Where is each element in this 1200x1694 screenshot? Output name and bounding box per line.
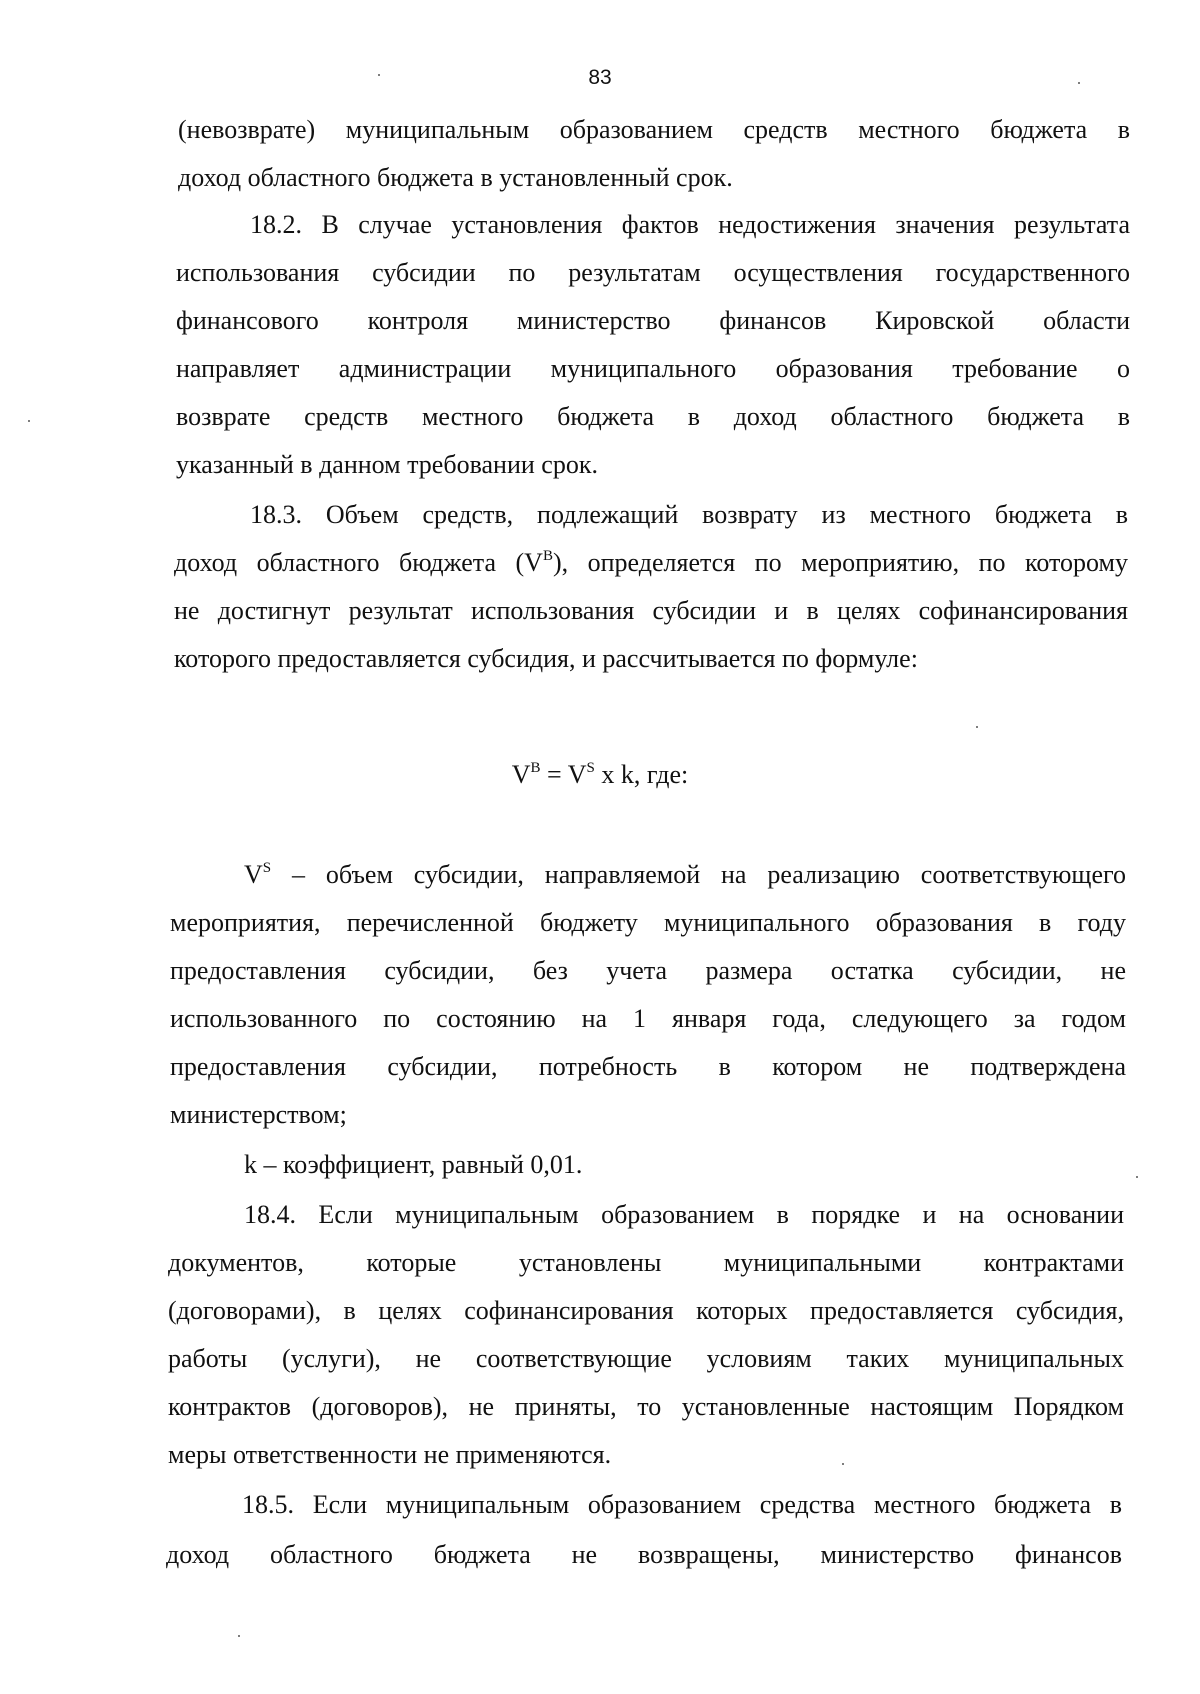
text-line: доход областного бюджета не возвращены, министерство финансов — [166, 1540, 1122, 1569]
text-line: предоставления субсидии, без учета размера остатка субсидии, не — [170, 956, 1126, 985]
text-line: использования субсидии по результатам осуществления государственного — [176, 258, 1130, 287]
text-line: доход областного бюджета в установленный срок. — [178, 163, 733, 192]
scan-speck — [1136, 1176, 1138, 1178]
text-line-with-formula — [174, 548, 1128, 578]
text-line: k – коэффициент, равный 0,01. — [244, 1150, 583, 1179]
text-line: 18.5. Если муниципальным образованием средства местного бюджета в — [242, 1490, 1122, 1519]
text-line: (невозврате) муниципальным образованием средств местного бюджета в — [178, 115, 1130, 144]
text-line: которого предоставляется субсидия, и рассчитывается по формуле: — [174, 644, 918, 673]
text-fragment: ), определяется по мероприятию, по которому — [552, 548, 1128, 577]
text-line: (договорами), в целях софинансирования которых предоставляется субсидия, — [168, 1296, 1124, 1325]
text-line: не достигнут результат использования субсидии и в целях софинансирования — [174, 596, 1128, 625]
formula: $V^B = V^S$ x k, где: — [511, 760, 689, 789]
text-line: работы (услуги), не соответствующие условиям таких муниципальных — [168, 1344, 1124, 1373]
text-line: 18.4. Если муниципальным образованием в порядке и на основании — [244, 1200, 1124, 1229]
scan-speck — [842, 1463, 844, 1465]
scan-speck — [976, 726, 978, 728]
text-fragment: доход областного бюджета (V — [174, 548, 543, 577]
text-line: указанный в данном требовании срок. — [176, 450, 598, 479]
text-line: финансового контроля министерство финансов Кировской области — [176, 306, 1130, 335]
text-line: 18.2. В случае установления фактов недостижения значения результата — [250, 210, 1130, 239]
scan-speck — [238, 1635, 240, 1637]
text-line: меры ответственности не применяются. — [168, 1440, 612, 1469]
text-line: документов, которые установлены муниципальными контрактами — [168, 1248, 1124, 1277]
text-line: предоставления субсидии, потребность в котором не подтверждена — [170, 1052, 1126, 1081]
text-line: 18.3. Объем средств, подлежащий возврату из местного бюджета в — [250, 500, 1128, 529]
text-line: контрактов (договоров), не приняты, то установленные настоящим Порядком — [168, 1392, 1124, 1421]
page-number: 83 — [588, 66, 612, 89]
text-line: использованного по состоянию на 1 января года, следующего за годом — [170, 1004, 1126, 1033]
scan-speck — [1078, 82, 1080, 84]
superscript: B — [542, 548, 553, 564]
text-line: направляет администрации муниципального образования требование о — [176, 354, 1130, 383]
scan-speck — [28, 420, 30, 422]
text-line: министерством; — [170, 1100, 347, 1129]
text-line-with-formula: $V^S$ – объем субсидии, направляемой на реализацию соответствующего — [244, 860, 1126, 889]
text-line: возврате средств местного бюджета в доход областного бюджета в — [176, 402, 1130, 431]
scan-speck — [378, 74, 380, 76]
text-line: мероприятия, перечисленной бюджету муниципального образования в году — [170, 908, 1126, 937]
